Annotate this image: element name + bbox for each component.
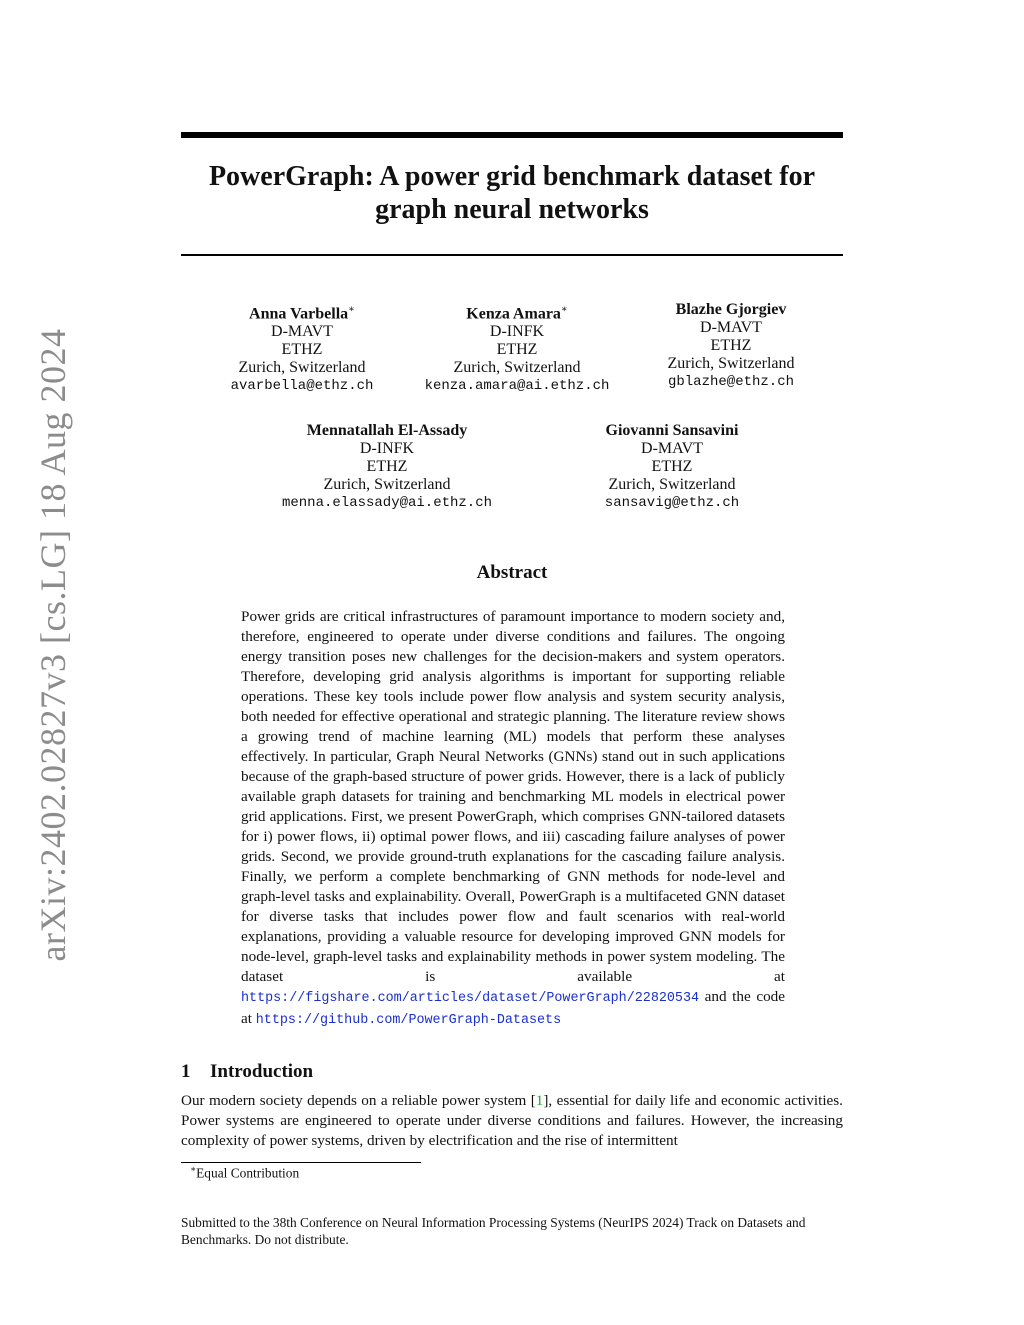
author-email[interactable]: menna.elassady@ai.ethz.ch <box>281 495 493 511</box>
author-institution: ETHZ <box>710 337 752 354</box>
author-block <box>231 301 374 395</box>
submission-note: Submitted to the 38th Conference on Neural Information Processing Systems (NeurIPS 2024) Track on Datasets and Benchmarks. Do not distribute. <box>181 1215 806 1247</box>
author-department: D-INFK <box>359 440 415 457</box>
author-name: Anna Varbella∗ <box>249 304 355 323</box>
footnote-mark: ∗ <box>190 1164 197 1174</box>
paper-title <box>181 160 843 226</box>
author-institution: ETHZ <box>496 341 538 359</box>
author-name: Giovanni Sansavini <box>605 422 739 439</box>
section-title: Introduction <box>210 1061 314 1082</box>
author-block <box>282 422 492 512</box>
title-line-2: graph neural networks <box>375 194 649 225</box>
author-institution: ETHZ <box>366 458 408 475</box>
arxiv-identifier: arXiv:2402.02827v3 [cs.LG] 18 Aug 2024 <box>33 328 73 962</box>
author-email[interactable]: kenza.amara@ai.ethz.ch <box>424 378 610 395</box>
author-block <box>425 301 610 395</box>
author-location: Zurich, Switzerland <box>323 476 451 493</box>
author-name: Mennatallah El-Assady <box>306 422 468 439</box>
abstract-heading: Abstract <box>476 562 548 583</box>
author-name: Blazhe Gjorgiev <box>675 301 787 318</box>
abstract-text: Power grids are critical infrastructures of paramount importance to modern society and, therefore, engineered to operate under diverse conditions and failures. The ongoing energy transition poses new challenges for the decision-makers and system operators. Therefore, developing grid analysis algorithms is important for supporting reliable operations. These key tools include power flow analysis and system security analysis, both needed for effective operational and strategic planning. The literature review shows a growing trend of machine learning (ML) models that perform these analyses effectively. In particular, Graph Neural Networks (GNNs) stand out in such applications because of the graph-based structure of power grids. However, there is a lack of publicly available graph datasets for training and benchmarking ML models in electrical power grid applications. First, we present PowerGraph, which comprises GNN-tailored datasets for i) power flows, ii) optimal power flows, and iii) cascading failure analyses of power grids. Second, we provide ground-truth explanations for the cascading failure analysis. Finally, we perform a complete benchmarking of GNN methods for node-level and graph-level tasks and explainability. Overall, PowerGraph is a multifaceted GNN dataset for diverse tasks that includes power flow and fault scenarios with real-world explanations, providing a valuable resource for developing improved GNN models for node-level, graph-level tasks and explainability methods in power system modeling. The dataset is available at <box>241 608 785 985</box>
author-location: Zurich, Switzerland <box>608 476 736 493</box>
author-location: Zurich, Switzerland <box>238 359 366 377</box>
footnote-rule <box>181 1162 421 1163</box>
dataset-link[interactable]: https://figshare.com/articles/dataset/PowerGraph/22820534 <box>241 991 700 1006</box>
author-institution: ETHZ <box>281 341 323 359</box>
introduction-paragraph: Our modern society depends on a reliable power system [1], essential for daily life and economic activities. Power systems are engineered to operate under diverse conditions and failures. However, the increasing complexity of power systems, driven by electrification and the rise of intermittent <box>181 1092 843 1149</box>
author-department: D-MAVT <box>700 319 762 336</box>
author-department: D-MAVT <box>271 323 333 341</box>
author-location: Zurich, Switzerland <box>453 359 581 377</box>
footnote-text: Equal Contribution <box>196 1165 300 1181</box>
author-department: D-INFK <box>489 323 545 341</box>
author-block <box>667 301 794 391</box>
author-block <box>605 422 739 512</box>
title-top-rule <box>181 132 843 138</box>
author-location: Zurich, Switzerland <box>667 355 795 372</box>
author-email[interactable]: avarbella@ethz.ch <box>230 378 374 395</box>
code-link[interactable]: https://github.com/PowerGraph-Datasets <box>255 1013 562 1028</box>
citation-link[interactable]: 1 <box>535 1092 544 1109</box>
footnote <box>190 1164 299 1181</box>
abstract-body <box>241 607 785 1031</box>
abstract-mid-text: and the code at <box>241 988 786 1027</box>
author-email[interactable]: sansavig@ethz.ch <box>604 495 740 511</box>
title-line-1: PowerGraph: A power grid benchmark dataset for <box>208 161 816 192</box>
section-number: 1 <box>181 1061 191 1082</box>
author-department: D-MAVT <box>641 440 703 457</box>
author-name: Kenza Amara∗ <box>466 304 568 323</box>
section-heading <box>181 1061 313 1083</box>
title-bottom-rule <box>181 254 843 256</box>
author-institution: ETHZ <box>651 458 693 475</box>
author-email[interactable]: gblazhe@ethz.ch <box>667 374 795 390</box>
